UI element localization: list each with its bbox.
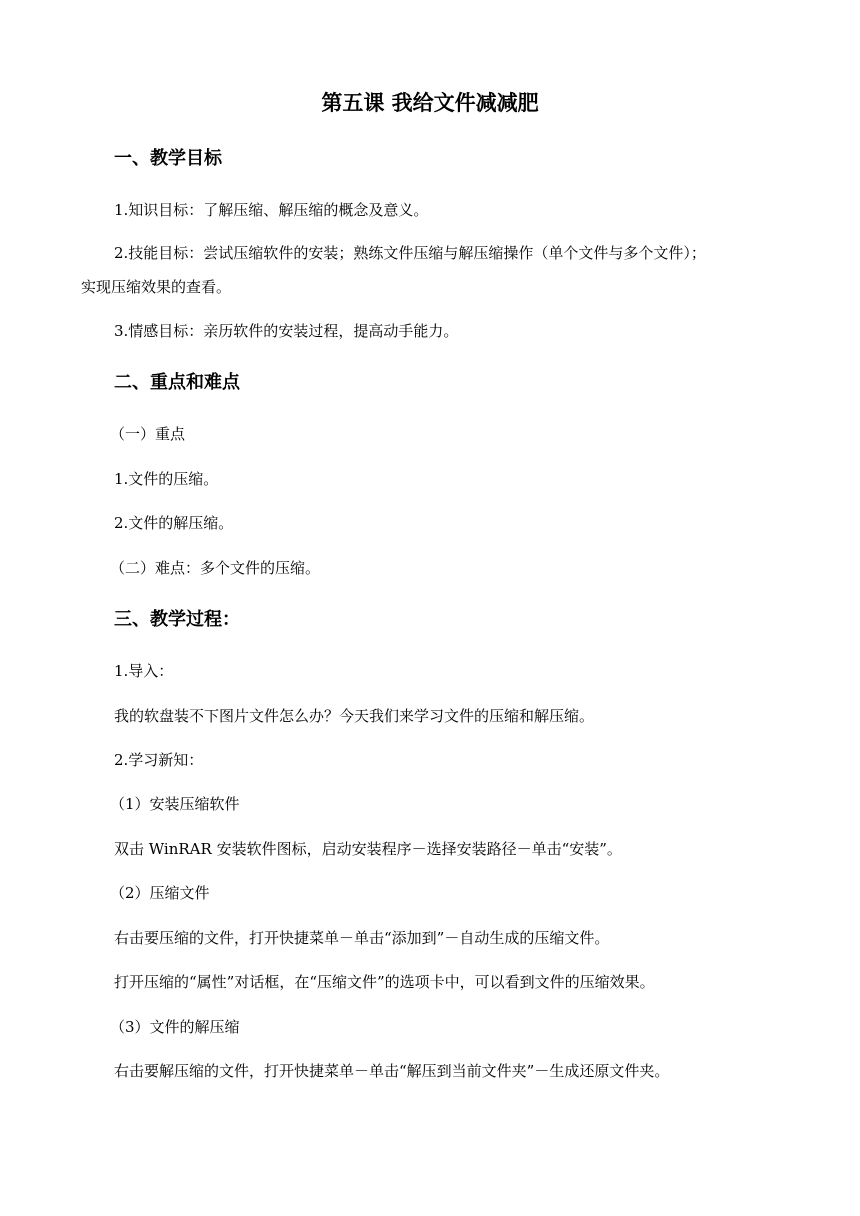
- subheading: （2）压缩文件: [110, 884, 210, 902]
- section-heading-objectives: 一、教学目标: [114, 148, 222, 169]
- paragraph: 1.文件的压缩。: [114, 470, 219, 488]
- paragraph: 打开压缩的“属性”对话框，在“压缩文件”的选项卡中，可以看到文件的压缩效果。: [114, 973, 655, 991]
- subheading: （一）重点: [110, 425, 186, 443]
- paragraph: 2.技能目标：尝试压缩软件的安装；熟练文件压缩与解压缩操作（单个文件与多个文件）；: [114, 244, 706, 262]
- page-title: 第五课 我给文件减减肥: [321, 91, 539, 115]
- subheading: （3）文件的解压缩: [110, 1018, 240, 1036]
- paragraph-continuation: 实现压缩效果的查看。: [81, 278, 232, 296]
- paragraph: 1.导入：: [114, 662, 174, 680]
- paragraph: 右击要压缩的文件，打开快捷菜单－单击“添加到”－自动生成的压缩文件。: [114, 929, 610, 947]
- section-heading-key-points: 二、重点和难点: [114, 372, 240, 393]
- paragraph: 我的软盘装不下图片文件怎么办？今天我们来学习文件的压缩和解压缩。: [114, 707, 595, 725]
- subheading: （二）难点：多个文件的压缩。: [110, 559, 321, 577]
- subheading: （1）安装压缩软件: [110, 795, 240, 813]
- paragraph: 1.知识目标：了解压缩、解压缩的概念及意义。: [114, 201, 429, 219]
- paragraph: 右击要解压缩的文件，打开快捷菜单－单击“解压到当前文件夹”－生成还原文件夹。: [114, 1062, 670, 1080]
- paragraph: 2.学习新知：: [114, 751, 204, 769]
- paragraph: 2.文件的解压缩。: [114, 514, 234, 532]
- paragraph: 3.情感目标：亲历软件的安装过程，提高动手能力。: [114, 322, 459, 340]
- paragraph: 双击 WinRAR 安装软件图标，启动安装程序－选择安装路径－单击“安装”。: [114, 840, 622, 858]
- section-heading-process: 三、教学过程：: [114, 609, 240, 630]
